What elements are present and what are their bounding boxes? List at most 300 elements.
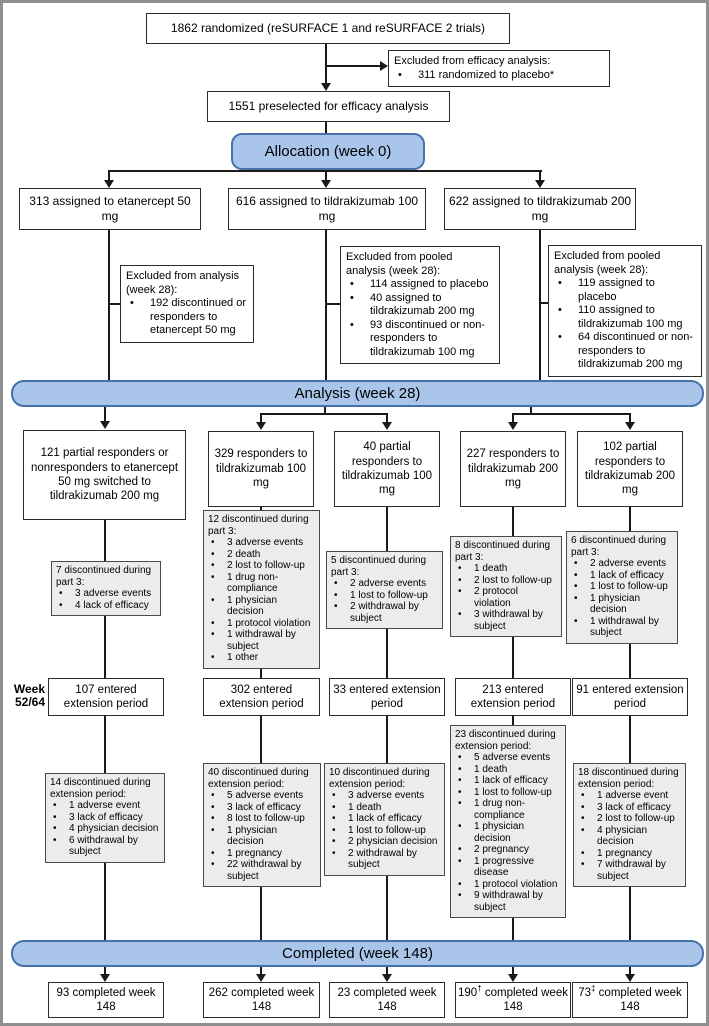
col2-analysis-text: 329 responders to tildrakizumab 100 mg <box>214 448 308 490</box>
bullet-glyph: • <box>211 824 215 836</box>
allocation-box-etanercept <box>19 188 201 230</box>
bullet-item <box>329 836 440 848</box>
completed-value: 23 <box>337 986 351 999</box>
col1-analysis-text: 121 partial responders or nonresponders to etanercept 50 mg switched to tildrakizumab 200 mg <box>30 447 179 503</box>
bullet-glyph: • <box>350 291 354 304</box>
col1-part3-list <box>56 588 156 611</box>
col4-entered-text: 213 entered extension period <box>470 683 556 710</box>
bullet-glyph: • <box>130 297 134 309</box>
bullet-text: 2 pregnancy <box>474 844 530 855</box>
analysis-banner <box>11 380 704 407</box>
col2-analysis-box <box>208 431 314 507</box>
bullet-glyph: • <box>53 800 57 811</box>
bullet-text: 3 adverse events <box>75 588 152 599</box>
flow-line <box>325 230 327 380</box>
col3-entered-box <box>329 678 445 716</box>
bullet-item <box>554 331 696 372</box>
bullet-text: 192 discontinued or responders to etanercept 50 mg <box>150 297 247 336</box>
col2-extension-title: 40 discontinued during extension period: <box>208 767 309 790</box>
preselected-text: 1551 preselected for efficacy analysis <box>228 99 429 113</box>
col3-analysis-box <box>334 431 440 507</box>
bullet-glyph: • <box>581 859 585 870</box>
bullet-item <box>329 813 440 825</box>
bullet-glyph: • <box>53 811 57 823</box>
bullet-item <box>455 775 561 787</box>
col2-extension-list <box>208 790 316 882</box>
bullet-item <box>455 609 557 632</box>
week-52-64-label <box>7 683 45 709</box>
completed-banner <box>11 940 704 967</box>
bullet-text: 3 lack of efficacy <box>227 801 301 813</box>
arrow-right-icon <box>380 61 388 71</box>
bullet-item <box>208 813 316 825</box>
bullet-glyph: • <box>211 859 215 870</box>
completed-rest: completed week 148 <box>598 986 682 1013</box>
bullet-glyph: • <box>458 574 462 586</box>
exclusion-box-pooled-100-list <box>346 278 494 359</box>
flow-line <box>386 413 388 422</box>
bullet-glyph: • <box>458 821 462 832</box>
bullet-glyph: • <box>211 571 215 583</box>
bullet-glyph: • <box>211 790 215 801</box>
bullet-glyph: • <box>53 834 57 846</box>
bullet-item <box>571 581 673 593</box>
allocation-box-tildrakizumab-200 <box>444 188 636 230</box>
col3-extension-box <box>324 763 445 876</box>
col4-analysis-text: 227 responders to tildrakizumab 200 mg <box>466 448 560 490</box>
flow-line <box>325 122 327 133</box>
col5-entered-box <box>572 678 688 716</box>
bullet-text: 22 withdrawal by subject <box>227 859 302 882</box>
bullet-item <box>346 292 494 319</box>
bullet-item <box>455 844 561 856</box>
bullet-item <box>208 859 316 882</box>
excluded-efficacy-title: Excluded from efficacy analysis: <box>394 55 551 67</box>
bullet-item <box>208 629 315 652</box>
col1-extension-title: 14 discontinued during extension period: <box>50 777 151 800</box>
col2-completed-text <box>206 986 317 1015</box>
allocation-box-tildrakizumab-200-text: 622 assigned to tildrakizumab 200 mg <box>448 194 632 223</box>
col2-part3-box <box>203 510 320 669</box>
bullet-item <box>578 859 681 882</box>
bullet-item <box>554 277 696 304</box>
flow-line <box>629 413 631 422</box>
bullet-item <box>208 790 316 802</box>
completed-rest: completed week 148 <box>484 986 568 1013</box>
bullet-item <box>56 600 156 612</box>
bullet-glyph: • <box>574 558 578 569</box>
excluded-efficacy-box <box>388 50 610 87</box>
col4-completed-text <box>458 983 568 1015</box>
col5-extension-list <box>578 790 681 882</box>
arrow-down-icon <box>104 180 114 188</box>
bullet-text: 2 lost to follow-up <box>474 574 552 586</box>
col1-extension-list <box>50 800 160 858</box>
col1-entered-text: 107 entered extension period <box>63 683 149 710</box>
bullet-item <box>208 537 315 549</box>
bullet-text: 2 withdrawal by subject <box>348 847 417 870</box>
bullet-glyph: • <box>211 629 215 640</box>
bullet-item <box>578 790 681 802</box>
col5-extension-title: 18 discontinued during extension period: <box>578 767 679 790</box>
exclusion-box-etanercept-list <box>126 297 248 338</box>
bullet-item <box>208 560 315 572</box>
bullet-item <box>50 835 160 858</box>
bullet-text: 1 death <box>348 801 382 813</box>
bullet-item <box>394 69 604 83</box>
bullet-glyph: • <box>334 578 338 589</box>
excluded-efficacy-list <box>394 69 604 83</box>
bullet-glyph: • <box>350 318 354 331</box>
bullet-glyph: • <box>574 615 578 627</box>
col4-extension-title: 23 discontinued during extension period: <box>455 729 556 752</box>
bullet-text: 6 withdrawal by subject <box>69 834 138 857</box>
arrow-down-icon <box>321 180 331 188</box>
bullet-text: 2 protocol violation <box>474 586 518 609</box>
bullet-item <box>346 319 494 360</box>
col4-entered-box <box>455 678 571 716</box>
bullet-glyph: • <box>332 824 336 836</box>
bullet-glyph: • <box>558 277 562 289</box>
col2-extension-box <box>203 763 321 887</box>
col3-analysis-text: 40 partial responders to tildrakizumab 100 mg <box>341 441 433 497</box>
bullet-item <box>208 825 316 848</box>
bullet-glyph: • <box>332 790 336 801</box>
bullet-item <box>329 848 440 871</box>
preselected-box <box>207 91 450 122</box>
col1-part3-box <box>51 561 161 616</box>
bullet-text: 1 pregnancy <box>227 847 283 859</box>
bullet-text: 3 adverse events <box>227 537 304 548</box>
bullet-text: 2 adverse events <box>590 558 667 569</box>
completed-value: 73 <box>578 986 592 999</box>
bullet-glyph: • <box>558 331 562 343</box>
bullet-glyph: • <box>558 304 562 316</box>
col4-part3-box <box>450 536 562 637</box>
completed-value: 190 <box>458 986 478 999</box>
bullet-text: 119 assigned to placebo <box>578 277 655 303</box>
bullet-text: 3 adverse events <box>348 790 425 801</box>
bullet-glyph: • <box>458 763 462 775</box>
bullet-glyph: • <box>574 569 578 581</box>
week-label-line1: Week <box>13 682 45 696</box>
col1-extension-box <box>45 773 165 863</box>
randomized-box <box>146 13 510 44</box>
bullet-text: 2 adverse events <box>350 578 427 589</box>
bullet-glyph: • <box>458 563 462 574</box>
bullet-glyph: • <box>350 278 354 290</box>
arrow-down-icon <box>100 421 110 429</box>
bullet-item <box>50 823 160 835</box>
bullet-glyph: • <box>211 560 215 571</box>
bullet-item <box>455 575 557 587</box>
bullet-text: 3 lack of efficacy <box>597 801 671 813</box>
bullet-glyph: • <box>332 847 336 859</box>
flow-line <box>260 413 388 415</box>
bullet-item <box>455 764 561 776</box>
col3-entered-text: 33 entered extension period <box>333 683 441 710</box>
bullet-text: 9 withdrawal by subject <box>474 890 543 913</box>
bullet-text: 4 physician decision <box>69 823 159 834</box>
bullet-glyph: • <box>59 588 63 599</box>
bullet-glyph: • <box>574 581 578 592</box>
bullet-text: 311 randomized to placebo* <box>418 68 555 81</box>
bullet-text: 1 pregnancy <box>597 847 653 859</box>
col3-completed-text <box>332 986 442 1015</box>
completed-value: 93 <box>56 986 70 999</box>
bullet-glyph: • <box>581 824 585 836</box>
bullet-item <box>455 586 557 609</box>
flow-line <box>326 65 381 67</box>
bullet-item <box>455 787 561 799</box>
bullet-glyph: • <box>581 813 585 824</box>
col4-extension-list <box>455 752 561 913</box>
bullet-glyph: • <box>458 878 462 890</box>
arrow-down-icon <box>625 974 635 982</box>
arrow-down-icon <box>508 422 518 430</box>
col4-part3-title: 8 discontinued during part 3: <box>455 540 551 563</box>
bullet-item <box>455 879 561 891</box>
flow-line <box>539 230 541 380</box>
completed-rest: completed week 148 <box>231 986 315 1013</box>
allocation-box-tildrakizumab-100-text: 616 assigned to tildrakizumab 100 mg <box>235 194 419 223</box>
completed-rest: completed week 148 <box>72 986 156 1013</box>
col4-part3-list <box>455 563 557 632</box>
col5-extension-box <box>573 763 686 887</box>
allocation-box-etanercept-text: 313 assigned to etanercept 50 mg <box>29 194 191 223</box>
col1-part3-title: 7 discontinued during part 3: <box>56 565 152 588</box>
bullet-item <box>208 802 316 814</box>
bullet-text: 3 lack of efficacy <box>69 811 143 823</box>
flow-line <box>108 230 110 380</box>
bullet-text: 5 adverse events <box>227 790 304 801</box>
bullet-glyph: • <box>581 801 585 813</box>
bullet-item <box>571 558 673 570</box>
bullet-item <box>329 825 440 837</box>
bullet-glyph: • <box>458 844 462 855</box>
bullet-item <box>329 802 440 814</box>
bullet-glyph: • <box>59 599 63 611</box>
arrow-down-icon <box>382 422 392 430</box>
bullet-item <box>578 802 681 814</box>
bullet-glyph: • <box>334 601 338 612</box>
bullet-text: 1 other <box>227 652 259 663</box>
bullet-text: 1 death <box>474 763 508 775</box>
col5-completed-box <box>572 982 688 1018</box>
bullet-text: 1 drug non-compliance <box>474 798 526 821</box>
bullet-text: 2 physician decision <box>348 836 438 847</box>
bullet-item <box>208 595 315 618</box>
col5-entered-text: 91 entered extension period <box>576 683 684 710</box>
flow-line <box>109 303 120 305</box>
bullet-text: 93 discontinued or non-responders to tildrakizumab 100 mg <box>370 318 485 358</box>
col1-completed-box <box>48 982 164 1018</box>
arrow-down-icon <box>100 974 110 982</box>
completed-mark: ‡ <box>591 983 596 993</box>
bullet-text: 1 lack of efficacy <box>348 813 422 824</box>
bullet-text: 7 withdrawal by subject <box>597 859 666 882</box>
bullet-glyph: • <box>458 609 462 620</box>
bullet-text: 64 discontinued or non-responders to tildrakizumab 200 mg <box>578 331 693 370</box>
arrow-down-icon <box>535 180 545 188</box>
bullet-text: 1 protocol violation <box>474 878 558 890</box>
exclusion-box-pooled-200 <box>548 245 702 377</box>
flow-line <box>512 413 514 422</box>
bullet-text: 1 progressive disease <box>474 855 535 878</box>
col3-part3-box <box>326 551 443 629</box>
arrow-down-icon <box>508 974 518 982</box>
completed-value: 262 <box>208 986 228 999</box>
bullet-text: 2 withdrawal by subject <box>350 601 419 624</box>
allocation-banner-label: Allocation (week 0) <box>264 143 392 160</box>
bullet-item <box>455 856 561 879</box>
arrow-down-icon <box>321 83 331 91</box>
bullet-item <box>571 593 673 616</box>
bullet-item <box>571 570 673 582</box>
bullet-item <box>578 848 681 860</box>
col3-part3-title: 5 discontinued during part 3: <box>331 555 427 578</box>
bullet-text: 1 physician decision <box>474 821 525 844</box>
bullet-glyph: • <box>332 813 336 824</box>
bullet-text: 2 lost to follow-up <box>597 813 675 824</box>
bullet-text: 1 lost to follow-up <box>590 581 668 592</box>
completed-rest: completed week 148 <box>353 986 437 1013</box>
col5-part3-list <box>571 558 673 639</box>
bullet-glyph: • <box>458 890 462 901</box>
bullet-glyph: • <box>211 617 215 629</box>
col5-part3-title: 6 discontinued during part 3: <box>571 535 667 558</box>
bullet-item <box>208 618 315 630</box>
bullet-glyph: • <box>211 801 215 813</box>
arrow-down-icon <box>256 422 266 430</box>
bullet-text: 1 withdrawal by subject <box>590 615 659 638</box>
completed-mark: † <box>477 983 482 993</box>
bullet-glyph: • <box>211 652 215 663</box>
bullet-glyph: • <box>574 592 578 604</box>
week-label-line2: 52/64 <box>14 695 45 709</box>
col5-analysis-text: 102 partial responders to tildrakizumab 200 mg <box>584 441 676 497</box>
bullet-glyph: • <box>332 801 336 813</box>
col3-part3-list <box>331 578 438 624</box>
col2-entered-box <box>203 678 320 716</box>
bullet-item <box>554 304 696 331</box>
arrow-down-icon <box>382 974 392 982</box>
arrow-down-icon <box>256 974 266 982</box>
bullet-text: 40 assigned to tildrakizumab 200 mg <box>370 291 475 317</box>
bullet-glyph: • <box>211 813 215 824</box>
bullet-glyph: • <box>53 823 57 834</box>
bullet-glyph: • <box>211 537 215 548</box>
bullet-item <box>455 563 557 575</box>
bullet-glyph: • <box>581 847 585 859</box>
bullet-text: 5 adverse events <box>474 752 551 763</box>
flow-line <box>512 413 631 415</box>
bullet-item <box>331 601 438 624</box>
bullet-glyph: • <box>458 752 462 763</box>
bullet-item <box>50 812 160 824</box>
col4-completed-box <box>455 982 571 1018</box>
col5-part3-box <box>566 531 678 644</box>
bullet-item <box>331 578 438 590</box>
bullet-text: 1 lack of efficacy <box>590 569 664 581</box>
bullet-item <box>455 798 561 821</box>
bullet-text: 114 assigned to placebo <box>370 278 489 290</box>
bullet-text: 1 physician decision <box>590 592 641 615</box>
col2-part3-list <box>208 537 315 664</box>
col5-analysis-box <box>577 431 683 507</box>
flow-line <box>104 407 106 422</box>
bullet-text: 1 physician decision <box>227 824 278 847</box>
col4-analysis-box <box>460 431 566 507</box>
bullet-text: 8 lost to follow-up <box>227 813 305 824</box>
bullet-text: 3 withdrawal by subject <box>474 609 543 632</box>
bullet-glyph: • <box>458 798 462 809</box>
bullet-text: 1 physician decision <box>227 594 278 617</box>
bullet-item <box>331 590 438 602</box>
bullet-item <box>578 813 681 825</box>
arrow-down-icon <box>625 422 635 430</box>
bullet-text: 1 adverse event <box>69 800 141 811</box>
bullet-item <box>56 588 156 600</box>
bullet-glyph: • <box>211 594 215 606</box>
col1-entered-box <box>48 678 164 716</box>
bullet-glyph: • <box>581 790 585 801</box>
exclusion-box-pooled-200-list <box>554 277 696 372</box>
bullet-item <box>208 652 315 664</box>
bullet-glyph: • <box>334 589 338 601</box>
allocation-banner <box>231 133 425 170</box>
bullet-text: 4 physician decision <box>597 824 648 847</box>
bullet-item <box>455 821 561 844</box>
col2-completed-box <box>203 982 320 1018</box>
col2-entered-text: 302 entered extension period <box>219 683 304 710</box>
bullet-text: 1 drug non-compliance <box>227 571 279 594</box>
col4-extension-box <box>450 725 566 918</box>
bullet-text: 110 assigned to tildrakizumab 100 mg <box>578 304 683 330</box>
exclusion-box-pooled-100 <box>340 246 500 364</box>
exclusion-box-etanercept-title: Excluded from analysis (week 28): <box>126 270 240 296</box>
bullet-text: 4 lack of efficacy <box>75 599 149 611</box>
bullet-text: 1 withdrawal by subject <box>227 629 296 652</box>
bullet-text: 2 lost to follow-up <box>227 560 305 571</box>
bullet-glyph: • <box>332 836 336 847</box>
bullet-item <box>50 800 160 812</box>
flow-line <box>325 44 327 84</box>
bullet-item <box>126 297 248 338</box>
col1-completed-text <box>51 986 161 1015</box>
exclusion-box-pooled-100-title: Excluded from pooled analysis (week 28): <box>346 251 453 277</box>
col3-completed-box <box>329 982 445 1018</box>
flow-line <box>260 413 262 422</box>
bullet-item <box>208 848 316 860</box>
flow-line <box>326 303 340 305</box>
bullet-item <box>208 549 315 561</box>
bullet-item <box>571 616 673 639</box>
col3-extension-list <box>329 790 440 871</box>
bullet-text: 2 death <box>227 548 261 560</box>
bullet-text: 1 lack of efficacy <box>474 775 548 786</box>
bullet-glyph: • <box>458 786 462 798</box>
col5-completed-text <box>575 983 685 1015</box>
bullet-item <box>346 278 494 292</box>
bullet-text: 1 lost to follow-up <box>474 786 552 798</box>
col1-analysis-box <box>23 430 186 520</box>
bullet-item <box>329 790 440 802</box>
bullet-item <box>208 572 315 595</box>
bullet-text: 1 lost to follow-up <box>350 589 428 601</box>
bullet-glyph: • <box>211 847 215 859</box>
randomized-text: 1862 randomized (reSURFACE 1 and reSURFACE 2 trials) <box>170 21 486 35</box>
